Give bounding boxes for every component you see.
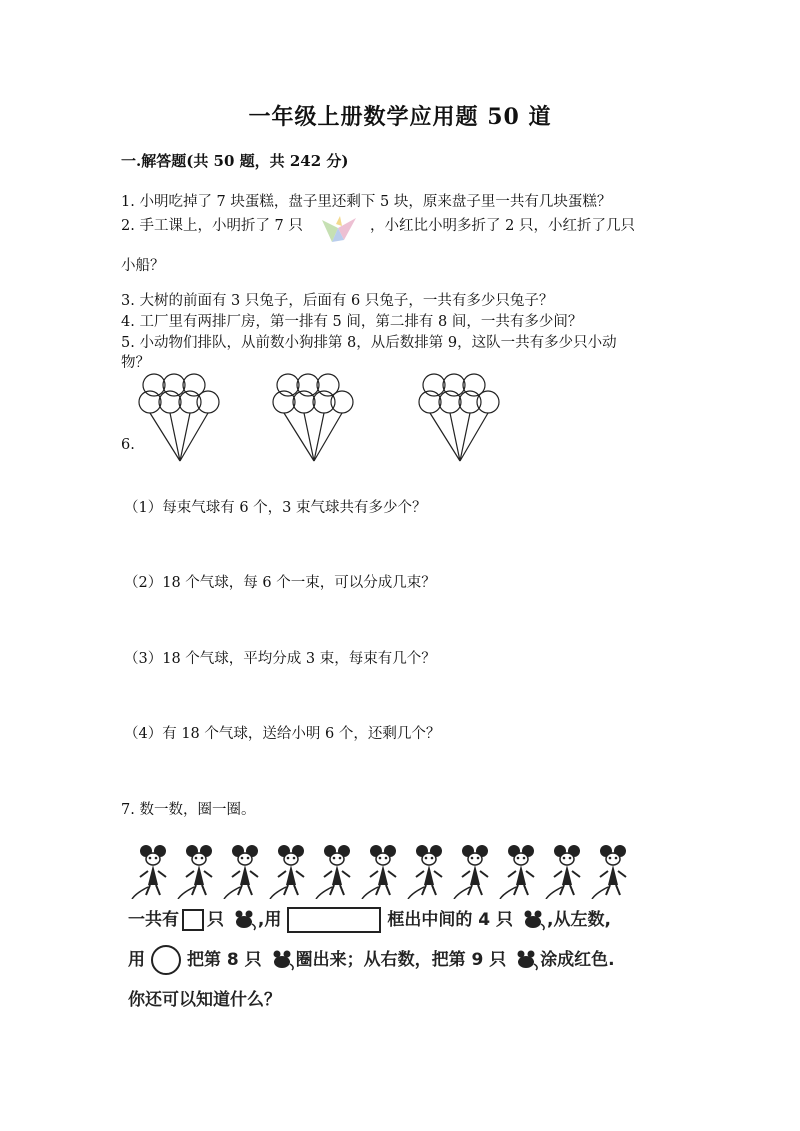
mouse-icon [519,909,547,931]
mouse-icon [314,843,360,899]
balloon-bunch-icon [418,372,500,464]
question-6-sub-2: （2）18 个气球，每 6 个一束，可以分成几束？ [124,575,436,591]
mouse-icon [512,949,540,971]
question-6: 6. [121,437,135,453]
section-heading: 一.解答题(共 50 题，共 242 分) [121,152,349,170]
mouse-icon [544,843,590,899]
question-3: 3. 大树的前面有 3 只兔子，后面有 6 只兔子，一共有多少只兔子？ [121,293,554,309]
question-2-part2: ，小红比小明多折了 2 只，小红折了几只 [370,218,635,234]
mice-line-1-e: ,从左数, [546,910,611,930]
mice-line-1-d: 框出中间的 4 只 [387,910,514,930]
mouse-icon [176,843,222,899]
mouse-icon [222,843,268,899]
mouse-icon [498,843,544,899]
question-6-sub-1: （1）每束气球有 6 个，3 束气球共有多少个？ [124,500,427,516]
mouse-icon [268,949,296,971]
question-2-part3: 小船？ [121,258,165,274]
mouse-row [130,843,640,903]
question-2-part1: 2. 手工课上，小明折了 7 只 [121,218,303,234]
balloon-bunch-icon [272,372,354,464]
mouse-icon [230,909,258,931]
question-4: 4. 工厂里有两排厂房，第一排有 5 间，第二排有 8 间，一共有多少间？ [121,314,583,330]
paper-crane-icon [320,214,358,244]
mouse-icon [452,843,498,899]
mouse-icon [360,843,406,899]
mice-line-3: 你还可以知道什么？ [128,990,281,1010]
mice-line-1-b: 只 [207,910,224,930]
page-title: 一年级上册数学应用题 50 道 [248,104,552,130]
mice-line-2-d: 涂成红色. [540,950,615,970]
mouse-icon [130,843,176,899]
question-6-sub-3: （3）18 个气球，平均分成 3 束，每束有几个？ [124,651,436,667]
mice-line-2 [128,945,615,975]
mice-line-2-a: 用 [128,950,145,970]
mouse-icon [590,843,636,899]
answer-circle[interactable] [151,945,181,975]
mice-line-1-c: ,用 [257,910,282,930]
answer-box-wide[interactable] [287,907,381,933]
mouse-icon [268,843,314,899]
mouse-icon [406,843,452,899]
mice-line-1 [128,905,611,933]
answer-box-small[interactable] [182,909,204,931]
mice-worksheet-image [122,835,644,1015]
question-7: 7. 数一数，圈一圈。 [121,802,256,818]
question-5-line1: 5. 小动物们排队，从前数小狗排第 8，从后数排第 9，这队一共有多少只小动 [121,335,617,351]
mice-line-2-c: 圈出来；从右数，把第 9 只 [295,950,507,970]
question-1: 1. 小明吃掉了 7 块蛋糕，盘子里还剩下 5 块，原来盘子里一共有几块蛋糕？ [121,194,612,210]
mice-line-1-a: 一共有 [128,910,179,930]
balloon-bunch-icon [138,372,220,464]
question-5-line2: 物？ [121,355,150,371]
question-6-sub-4: （4）有 18 个气球，送给小明 6 个，还剩几个？ [124,726,441,742]
mice-line-2-b: 把第 8 只 [187,950,262,970]
